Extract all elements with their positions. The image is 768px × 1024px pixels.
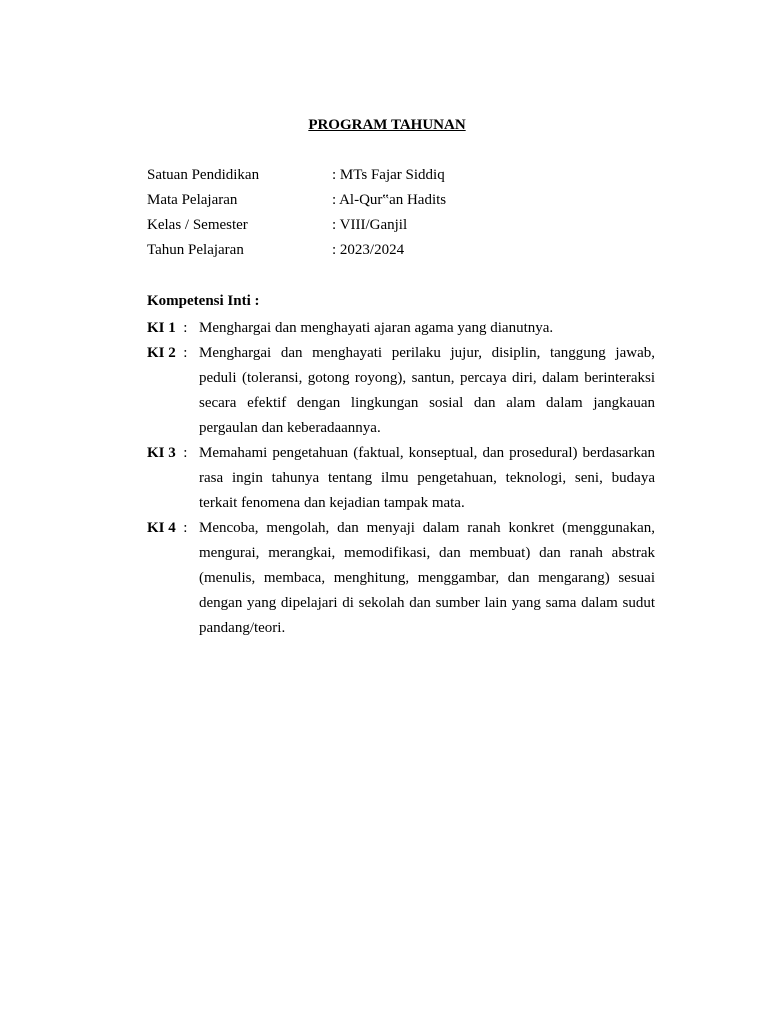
- info-row-tahun-pelajaran: [147, 240, 667, 265]
- ki-item-3: [147, 441, 655, 516]
- ki-number: KI 4: [147, 520, 176, 536]
- kompetensi-inti-heading: Kompetensi Inti :: [147, 293, 260, 309]
- info-row-kelas-semester: [147, 215, 667, 240]
- document-title: PROGRAM TAHUNAN: [308, 117, 466, 133]
- kompetensi-inti-list: [147, 316, 655, 641]
- info-value: : Al-Qur‟an Hadits: [332, 192, 447, 208]
- ki-number: KI 3: [147, 445, 176, 461]
- ki-item-4: [147, 516, 655, 641]
- info-row-satuan-pendidikan: [147, 165, 667, 190]
- info-value: : MTs Fajar Siddiq: [332, 167, 445, 183]
- info-label: Mata Pelajaran: [147, 192, 238, 208]
- ki-number: KI 2: [147, 345, 176, 361]
- info-row-mata-pelajaran: [147, 190, 667, 215]
- ki-label: [147, 316, 199, 341]
- ki-label: [147, 341, 199, 366]
- info-label: Satuan Pendidikan: [147, 167, 260, 183]
- ki-item-2: [147, 341, 655, 441]
- ki-separator: :: [183, 445, 188, 461]
- info-label: Tahun Pelajaran: [147, 242, 244, 258]
- ki-text: Menghargai dan menghayati ajaran agama yang dianutnya.: [199, 320, 554, 336]
- ki-number: KI 1: [147, 320, 176, 336]
- ki-text: Memahami pengetahuan (faktual, konseptual, dan prosedural) berdasarkan rasa ingin tahunya tentang ilmu pengetahuan, teknologi, seni, budaya terkait fenomena dan kejadian tampak mata.: [199, 445, 655, 511]
- ki-item-1: [147, 316, 655, 341]
- info-label: Kelas / Semester: [147, 217, 248, 233]
- info-value: : 2023/2024: [332, 242, 405, 258]
- identity-block: [147, 165, 667, 265]
- ki-text: Mencoba, mengolah, dan menyaji dalam ranah konkret (menggunakan, mengurai, merangkai, memodifikasi, dan membuat) dan ranah abstrak (menulis, membaca, menghitung, menggambar, dan mengarang) sesuai dengan yang dipelajari di sekolah dan sumber lain yang sama dalam sudut pandang/teori.: [199, 520, 655, 636]
- ki-separator: :: [183, 320, 188, 336]
- ki-separator: :: [183, 345, 188, 361]
- ki-label: [147, 516, 199, 541]
- ki-label: [147, 441, 199, 466]
- ki-text: Menghargai dan menghayati perilaku jujur, disiplin, tanggung jawab, peduli (toleransi, gotong royong), santun, percaya diri, dalam berinteraksi secara efektif dengan lingkungan sosial dan alam dalam jangkauan pergaulan dan keberadaannya.: [199, 345, 655, 436]
- info-value: : VIII/Ganjil: [332, 217, 408, 233]
- ki-separator: :: [183, 520, 188, 536]
